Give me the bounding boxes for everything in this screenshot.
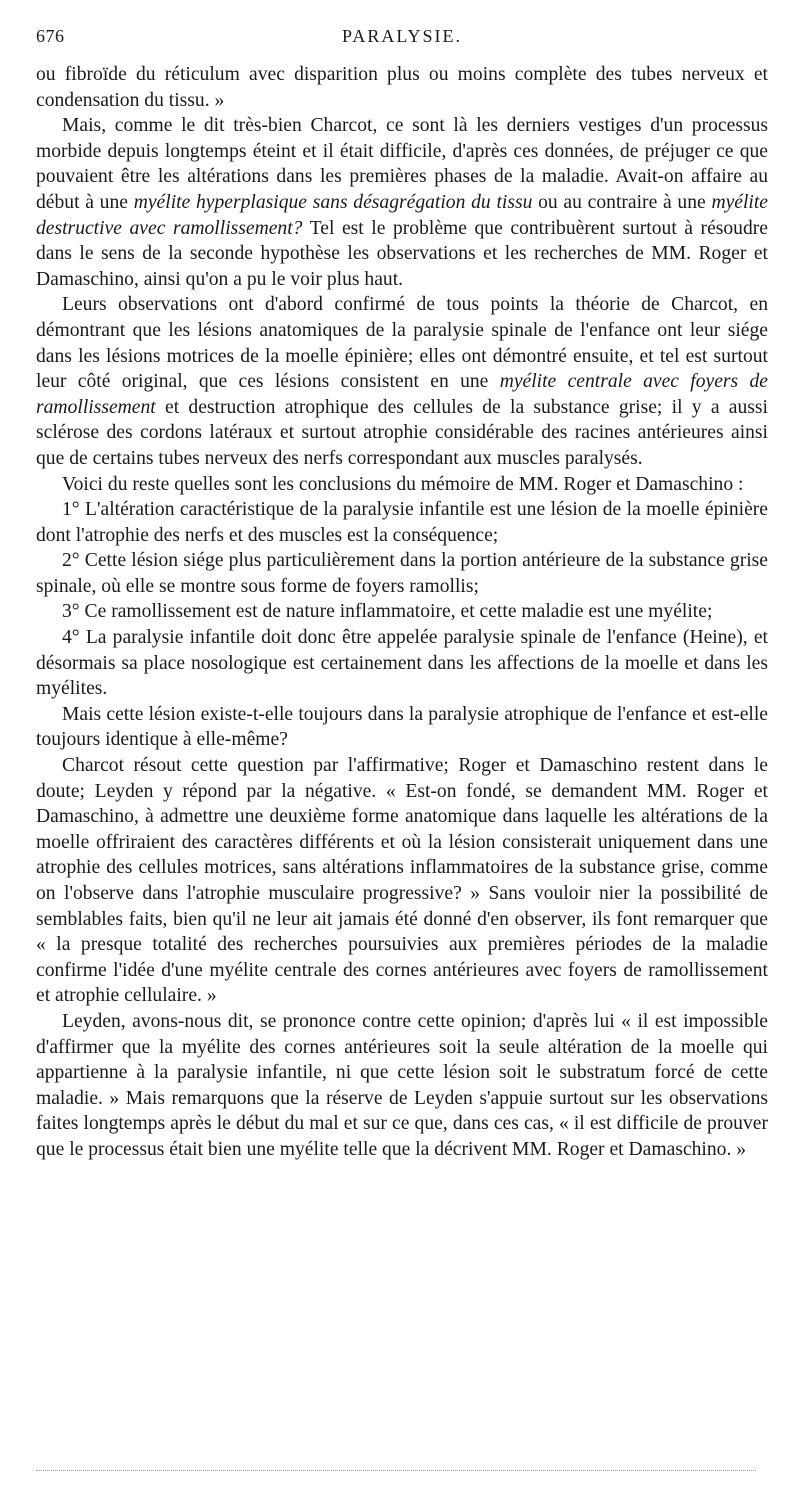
text-run: Leurs observations ont d'abord confirmé de tous points la théorie de Charcot, en démontrant que les lésions anatomiques de la paralysie spinale de l'enfance ont leur siége dans les lésions motrices de la moelle épinière; elles ont démontré ensuite, et tel est surtout leur côté original, que ces lésions consistent en une: [36, 294, 768, 393]
text-run: 3° Ce ramollissement est de nature inflammatoire, et cette maladie est une myélite;: [62, 601, 713, 623]
footer-rule: [36, 1470, 756, 1471]
italic-phrase: myélite centrale avec foyers de ramollissement: [36, 371, 768, 418]
text-run: Leyden, avons-nous dit, se prononce contre cette opinion; d'après lui « il est impossible d'affirmer que la myélite des cornes antérieures soit la seule altération de la moelle qui appartienne à la paralysie infantile, ni que cette lésion soit le substratum forcé de cette maladie. » Mais remarquons que la réserve de Leyden s'appuie surtout sur les observations faites longtemps après le début du mal et sur ce que, dans ces cas, « il est difficile de prouver que le processus était bien une myélite telle que la décrivent MM. Roger et Damaschino. »: [36, 1010, 768, 1160]
text-run: 4° La paralysie infantile doit donc être appelée paralysie spinale de l'enfance (Heine), et désormais sa place nosologique est certainement dans les affections de la moelle et dans les myélites.: [36, 627, 768, 700]
text-run: ou au contraire à une: [532, 191, 712, 213]
text-run: Mais cette lésion existe-t-elle toujours dans la paralysie atrophique de l'enfance et est-elle toujours identique à elle-même?: [36, 703, 768, 751]
paragraph: [36, 1009, 768, 1163]
italic-phrase: myélite hyperplasique sans désagrégation du tissu: [133, 191, 533, 213]
paragraph: [36, 472, 768, 498]
running-title: PARALYSIE.: [341, 26, 463, 46]
paragraph: [36, 548, 768, 599]
paragraph: [36, 625, 768, 702]
text-run: Tel est le problème que contribuèrent surtout à résoudre dans le sens de la seconde hypothèse les observations et les recherches de MM. Roger et Damaschino, ainsi qu'on a pu le voir plus haut.: [36, 217, 769, 290]
page-number: 676: [36, 26, 65, 46]
body-text: [36, 62, 768, 1163]
text-run: 2° Cette lésion siége plus particulièrement dans la portion antérieure de la substance grise spinale, où elle se montre sous forme de foyers ramollis;: [36, 550, 768, 597]
paragraph: [36, 599, 768, 625]
paragraph: [36, 497, 768, 548]
italic-phrase: myélite destructive avec ramollissement?: [36, 191, 769, 239]
paragraph: [36, 292, 768, 471]
text-run: Mais, comme le dit très-bien Charcot, ce sont là les derniers vestiges d'un processus morbide depuis longtemps éteint et il était difficile, d'après ces données, de préjuger ce que pouvaient être les altérations dans les premières phases de la maladie. Avait-on affaire au début à une: [36, 115, 768, 213]
paragraph: [36, 62, 768, 113]
paragraph: [36, 113, 768, 292]
paragraph: [36, 753, 768, 1009]
text-run: et destruction atrophique des cellules de la substance grise; il y a aussi sclérose des cordons latéraux et surtout atrophie considérable des racines antérieures ainsi que de certains tubes nerveux des nerfs correspondant aux muscles paralysés.: [36, 396, 768, 469]
paragraph: [36, 702, 768, 753]
text-run: Voici du reste quelles sont les conclusions du mémoire de MM. Roger et Damaschino :: [62, 473, 744, 495]
text-run: 1° L'altération caractéristique de la paralysie infantile est une lésion de la moelle épinière dont l'atrophie des nerfs et des muscles est la conséquence;: [36, 499, 768, 546]
text-run: ou fibroïde du réticulum avec disparition plus ou moins complète des tubes nerveux et condensation du tissu. »: [36, 64, 768, 111]
text-run: Charcot résout cette question par l'affirmative; Roger et Damaschino restent dans le doute; Leyden y répond par la négative. « Est-on fondé, se demandent MM. Roger et Damaschino, à admettre une deuxième forme anatomique dans laquelle les altérations de la moelle offriraient des caractères différents et où la lésion consisterait uniquement dans une atrophie des cellules motrices, sans altérations inflammatoires de la substance grise, comme on l'observe dans l'atrophie musculaire progressive? » Sans vouloir nier la possibilité de semblables faits, bien qu'il ne leur ait jamais été donné d'en observer, ils font remarquer que « la presque totalité des recherches poursuivies aux premières périodes de la maladie confirme l'idée d'une myélite centrale des cornes antérieures avec foyers de ramollissement et atrophie cellulaire. »: [36, 755, 768, 1007]
document-page: [36, 26, 768, 1163]
page-header: [36, 26, 768, 52]
